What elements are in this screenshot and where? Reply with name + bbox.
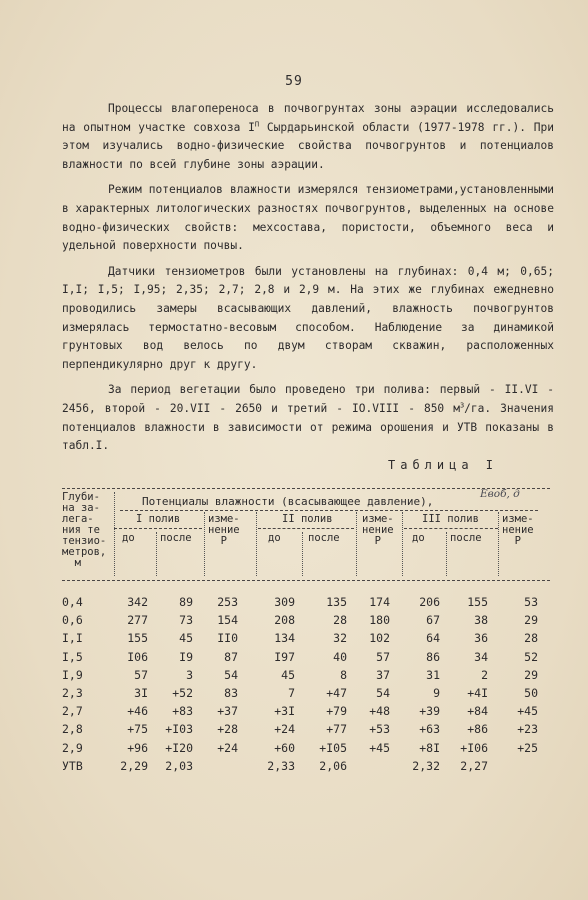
value-cell: +39 xyxy=(419,704,440,719)
value-cell: +53 xyxy=(369,722,390,737)
depth-cell: I,9 xyxy=(62,667,83,682)
value-cell: 154 xyxy=(217,613,238,628)
page-number: 59 xyxy=(285,74,303,89)
table-row xyxy=(62,722,552,740)
column-separator xyxy=(498,512,503,576)
value-cell: 52 xyxy=(524,649,538,664)
table-row xyxy=(62,759,552,777)
value-cell: 38 xyxy=(474,613,488,628)
group-1-after: после xyxy=(160,532,192,544)
handwritten-note: Eвоб, д xyxy=(480,488,520,500)
value-cell: +24 xyxy=(217,740,238,755)
value-cell: 45 xyxy=(281,667,295,682)
table-row xyxy=(62,613,552,631)
table-row xyxy=(62,741,552,759)
value-cell: 31 xyxy=(426,667,440,682)
value-cell: 206 xyxy=(419,595,440,609)
value-cell: 2,27 xyxy=(460,758,488,773)
group-2-before: до xyxy=(268,532,281,544)
value-cell: +45 xyxy=(369,740,390,755)
depth-cell: I,I xyxy=(62,631,83,646)
value-cell: I9 xyxy=(179,649,193,664)
value-cell: 29 xyxy=(524,613,538,628)
value-cell: 50 xyxy=(524,686,538,700)
group-3-before: до xyxy=(412,532,425,544)
value-cell: 89 xyxy=(179,595,193,609)
table-row xyxy=(62,704,552,722)
value-cell: +79 xyxy=(326,704,347,719)
value-cell: 174 xyxy=(369,595,390,609)
column-separator xyxy=(114,492,119,576)
paragraph-4 xyxy=(62,381,554,455)
value-cell: 180 xyxy=(369,613,390,628)
value-cell: 86 xyxy=(426,649,440,664)
value-cell: +52 xyxy=(172,686,193,700)
paragraph-4-tail: /га. Значения потенциалов влажности в зависимости от режима орошения и УТВ показаны в табл.I. xyxy=(62,401,555,453)
value-cell: +48 xyxy=(369,704,390,719)
group-1-rule xyxy=(114,528,202,529)
value-cell: 40 xyxy=(333,649,347,664)
value-cell: 2,32 xyxy=(412,758,440,773)
depth-cell: УТВ xyxy=(62,758,83,773)
value-cell: +84 xyxy=(467,704,488,719)
value-cell: 2 xyxy=(481,667,488,682)
value-cell: +I20 xyxy=(165,740,193,755)
depth-cell: 2,7 xyxy=(62,704,83,719)
group-1-name: I полив xyxy=(136,513,181,525)
value-cell: 53 xyxy=(524,595,538,609)
depth-cell: 0,6 xyxy=(62,613,83,628)
depth-cell: I,5 xyxy=(62,649,83,664)
group-3-after: после xyxy=(450,532,482,544)
value-cell: I06 xyxy=(127,649,148,664)
value-cell: +I06 xyxy=(460,740,488,755)
value-cell: 32 xyxy=(333,631,347,646)
value-cell: +24 xyxy=(274,722,295,737)
value-cell: 208 xyxy=(274,613,295,628)
value-cell: 54 xyxy=(224,667,238,682)
paragraph-1-tail: Сырдарьинской области (1977-1978 гг.). При этом изучались водно-физические свойства почвогрунтов и потенциалов влажности по всей глубине зоны аэрации. xyxy=(62,120,554,171)
value-cell: 7 xyxy=(288,686,295,700)
value-cell: +63 xyxy=(419,722,440,737)
value-cell: 29 xyxy=(524,667,538,682)
group-3-change-header: изме- нение P xyxy=(502,513,534,547)
paragraph-1-sup: П xyxy=(254,119,260,128)
depth-cell: 0,4 xyxy=(62,595,83,609)
value-cell: 57 xyxy=(134,667,148,682)
value-cell: 102 xyxy=(369,631,390,646)
paragraph-4-sup: 3 xyxy=(459,401,465,410)
value-cell: 8 xyxy=(340,667,347,682)
value-cell: 309 xyxy=(274,595,295,609)
column-separator xyxy=(302,532,307,576)
paragraph-1 xyxy=(62,100,554,174)
value-cell: +23 xyxy=(517,722,538,737)
paragraph-3: Датчики тензиометров были установлены на глубинах: 0,4 м; 0,65; I,I; I,5; I,95; 2,35; 2,7; 2,8 и 2,9 м. На этих же глубинах ежедневно проводились замеры всасывающих давлений, влажность почвогрунтов измерялась термостатно-весовым способом. Наблюдение за динамикой грунтовых вод велось по двум створам скважин, расположенных перпендикулярно друг к другу. xyxy=(62,264,554,371)
table-row xyxy=(62,631,552,649)
value-cell: 155 xyxy=(127,631,148,646)
value-cell: 83 xyxy=(224,686,238,700)
depth-cell: 2,3 xyxy=(62,686,83,700)
column-separator xyxy=(356,512,361,576)
depth-column-header: Глуби- на за- лега- ния те тензио- метров, м xyxy=(62,491,107,569)
value-cell: +75 xyxy=(127,722,148,737)
group-header-rule xyxy=(120,510,538,511)
value-cell: 277 xyxy=(127,613,148,628)
value-cell: 73 xyxy=(179,613,193,628)
value-cell: 57 xyxy=(376,649,390,664)
value-cell: 253 xyxy=(217,595,238,609)
value-cell: +83 xyxy=(172,704,193,719)
table-row xyxy=(62,650,552,668)
table-row xyxy=(62,595,552,613)
depth-cell: 2,9 xyxy=(62,740,83,755)
group-2-name: II полив xyxy=(282,513,333,525)
value-cell: +3I xyxy=(274,704,295,719)
value-cell: 2,06 xyxy=(319,758,347,773)
value-cell: +I05 xyxy=(319,740,347,755)
group-3-name: III полив xyxy=(422,513,479,525)
value-cell: 155 xyxy=(467,595,488,609)
value-cell: 36 xyxy=(474,631,488,646)
value-cell: 54 xyxy=(376,686,390,700)
table-header-bottom-rule xyxy=(62,580,550,581)
value-cell: +25 xyxy=(517,740,538,755)
value-cell: 34 xyxy=(474,649,488,664)
value-cell: 87 xyxy=(224,649,238,664)
group-2-after: после xyxy=(308,532,340,544)
value-cell: +45 xyxy=(517,704,538,719)
value-cell: +86 xyxy=(467,722,488,737)
table-row xyxy=(62,686,552,704)
paragraph-1-text: Процессы влагопереноса в почвогрунтах зоны аэрации исследовались на опытном участке совхоза I xyxy=(62,102,554,134)
paragraph-2: Режим потенциалов влажности измерялся тензиометрами,установленными в характерных литологических разностях почвогрунтов, выделенных на основе водно-физических свойств: мехсостава, пористости, объемного веса и удельной поверхности почвы. xyxy=(62,183,554,253)
value-cell: 45 xyxy=(179,631,193,646)
value-cell: +96 xyxy=(127,740,148,755)
value-cell: +77 xyxy=(326,722,347,737)
value-cell: I97 xyxy=(274,649,295,664)
value-cell: +46 xyxy=(127,704,148,719)
value-cell: II0 xyxy=(217,631,238,646)
group-2-change-header: изме- нение P xyxy=(362,513,394,547)
value-cell: +4I xyxy=(467,686,488,700)
column-separator xyxy=(446,532,451,576)
column-separator xyxy=(204,512,209,576)
paragraph-4-text: За период вегетации было проведено три полива: первый - II.VI - 2456, второй - 20.VII - 2650 и третий - IO.VIII - 850 м xyxy=(62,383,554,415)
value-cell: 3I xyxy=(134,686,148,700)
value-cell: 64 xyxy=(426,631,440,646)
column-separator xyxy=(256,512,261,576)
value-cell: 342 xyxy=(127,595,148,609)
table-caption: Таблица I xyxy=(388,458,499,472)
value-cell: +47 xyxy=(326,686,347,700)
group-3-rule xyxy=(404,528,498,529)
value-cell: 134 xyxy=(274,631,295,646)
table-top-rule xyxy=(62,488,550,489)
body-text xyxy=(62,100,554,463)
value-cell: +I03 xyxy=(165,722,193,737)
group-1-before: до xyxy=(122,532,135,544)
value-cell: 135 xyxy=(326,595,347,609)
value-cell: 37 xyxy=(376,667,390,682)
value-cell: 67 xyxy=(426,613,440,628)
value-cell: 2,29 xyxy=(120,758,148,773)
depth-cell: 2,8 xyxy=(62,722,83,737)
column-separator xyxy=(156,532,161,576)
group-2-rule xyxy=(258,528,354,529)
group-header: Потенциалы влажности (всасывающее давление), xyxy=(142,495,434,508)
value-cell: 9 xyxy=(433,686,440,700)
value-cell: 2,03 xyxy=(165,758,193,773)
table-row xyxy=(62,668,552,686)
value-cell: +8I xyxy=(419,740,440,755)
value-cell: +28 xyxy=(217,722,238,737)
value-cell: +37 xyxy=(217,704,238,719)
group-1-change-header: изме- нение P xyxy=(208,513,240,547)
value-cell: 28 xyxy=(333,613,347,628)
value-cell: +60 xyxy=(274,740,295,755)
value-cell: 2,33 xyxy=(267,758,295,773)
value-cell: 3 xyxy=(186,667,193,682)
value-cell: 28 xyxy=(524,631,538,646)
column-separator xyxy=(402,512,407,576)
